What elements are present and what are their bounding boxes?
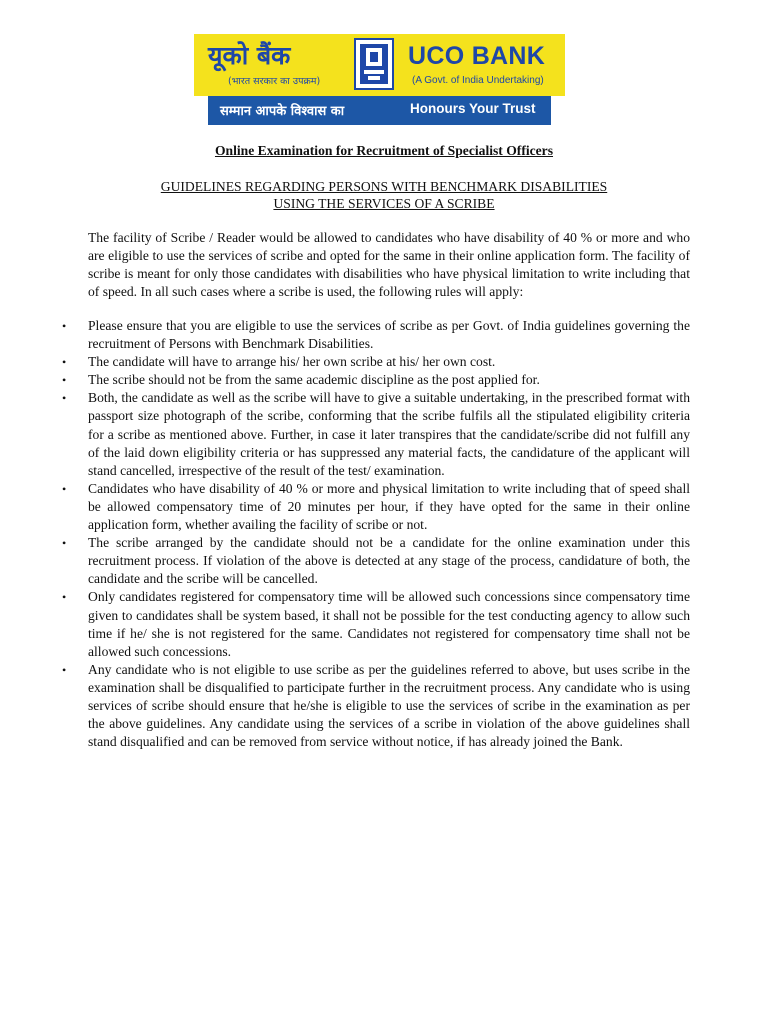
uco-emblem-icon bbox=[354, 38, 394, 90]
logo-hindi-name: यूको बैंक bbox=[208, 41, 291, 70]
document-subtitle bbox=[0, 179, 768, 212]
intro-paragraph: The facility of Scribe / Reader would be allowed to candidates who have disability of 40 % or more and who are eligible to use the services of scribe and opted for the same in their online application form. The facility of scribe is meant for only those candidates with disabilities who have physical limitation to write including that of speed. In all such cases where a scribe is used, the following rules will apply: bbox=[88, 230, 690, 300]
list-item bbox=[62, 534, 690, 588]
rule-text: Please ensure that you are eligible to use the services of scribe as per Govt. of India guidelines governing the recruitment of Persons with Benchmark Disabilities. bbox=[88, 318, 690, 352]
bullet-icon: • bbox=[62, 590, 67, 605]
logo-tagline-band bbox=[208, 96, 551, 125]
bullet-icon: • bbox=[62, 662, 67, 677]
rules-list bbox=[62, 317, 690, 751]
list-item bbox=[62, 317, 690, 353]
rule-text: Candidates who have disability of 40 % or more and physical limitation to write including that of speed shall be allowed compensatory time of 20 minutes per hour, if they have opted for the same in their online application form, whether availing the facility of scribe or not. bbox=[88, 480, 690, 533]
rule-text: The scribe should not be from the same academic discipline as the post applied for. bbox=[88, 372, 540, 388]
bullet-icon: • bbox=[62, 391, 67, 406]
subtitle-line-1: GUIDELINES REGARDING PERSONS WITH BENCHMARK DISABILITIES bbox=[160, 179, 608, 194]
bullet-icon: • bbox=[62, 355, 67, 370]
bullet-icon: • bbox=[62, 481, 67, 496]
list-item bbox=[62, 389, 690, 479]
list-item bbox=[62, 588, 690, 660]
bullet-icon: • bbox=[62, 373, 67, 388]
bullet-icon: • bbox=[62, 536, 67, 551]
rule-text: Both, the candidate as well as the scribe will have to give a suitable undertaking, in the prescribed format with passport size photograph of the scribe, conforming that the scribe fulfils all the stipulated eligibility criteria for a scribe as mentioned above. Further, in case it later transpires that the candidate/scribe did not fulfill any of the laid down eligibility criteria or has suppressed any material facts, the candidature of the applicant will stand cancelled, irrespective of the result of the test/ examination. bbox=[88, 390, 690, 478]
rule-text: The scribe arranged by the candidate should not be a candidate for the online examination under this recruitment process. If violation of the above is detected at any stage of the process, candidature of both, the candidate and the scribe will be cancelled. bbox=[88, 535, 690, 587]
document-title: Online Examination for Recruitment of Specialist Officers bbox=[214, 143, 554, 158]
list-item bbox=[62, 661, 690, 751]
bullet-icon: • bbox=[62, 319, 67, 333]
logo-english-name: UCO BANK bbox=[408, 42, 546, 70]
list-item bbox=[62, 353, 690, 371]
rule-text: The candidate will have to arrange his/ her own scribe at his/ her own cost. bbox=[88, 354, 496, 370]
subtitle-line-2: USING THE SERVICES OF A SCRIBE bbox=[273, 195, 495, 211]
logo-tagline-english: Honours Your Trust bbox=[410, 101, 536, 116]
list-item bbox=[62, 480, 690, 534]
rule-text: Only candidates registered for compensatory time will be allowed such concessions since compensatory time given to candidates shall be system based, it shall not be possible for the test conducting agency to allow such time if he/ she is not registered for the same. Candidates not registered for compensatory time shall not be allowed such concessions. bbox=[88, 589, 690, 659]
logo-yellow-band bbox=[194, 34, 565, 96]
logo-english-subtitle: (A Govt. of India Undertaking) bbox=[412, 75, 544, 86]
logo-hindi-subtitle: (भारत सरकार का उपक्रम) bbox=[228, 76, 321, 87]
logo-tagline-hindi: सम्मान आपके विश्वास का bbox=[220, 104, 345, 119]
rule-text: Any candidate who is not eligible to use scribe as per the guidelines referred to above, but uses scribe in the examination shall be disqualified to participate further in the recruitment process. Any candidate who is using services of scribe should ensure that he/she is eligible to use the services of scribe in the examination as per the above guidelines. Any candidate using the services of a scribe in violation of the above guidelines shall stand disqualified and can be removed from service without notice, if has already joined the Bank. bbox=[88, 661, 690, 750]
uco-bank-logo bbox=[194, 34, 565, 125]
list-item bbox=[62, 371, 690, 389]
